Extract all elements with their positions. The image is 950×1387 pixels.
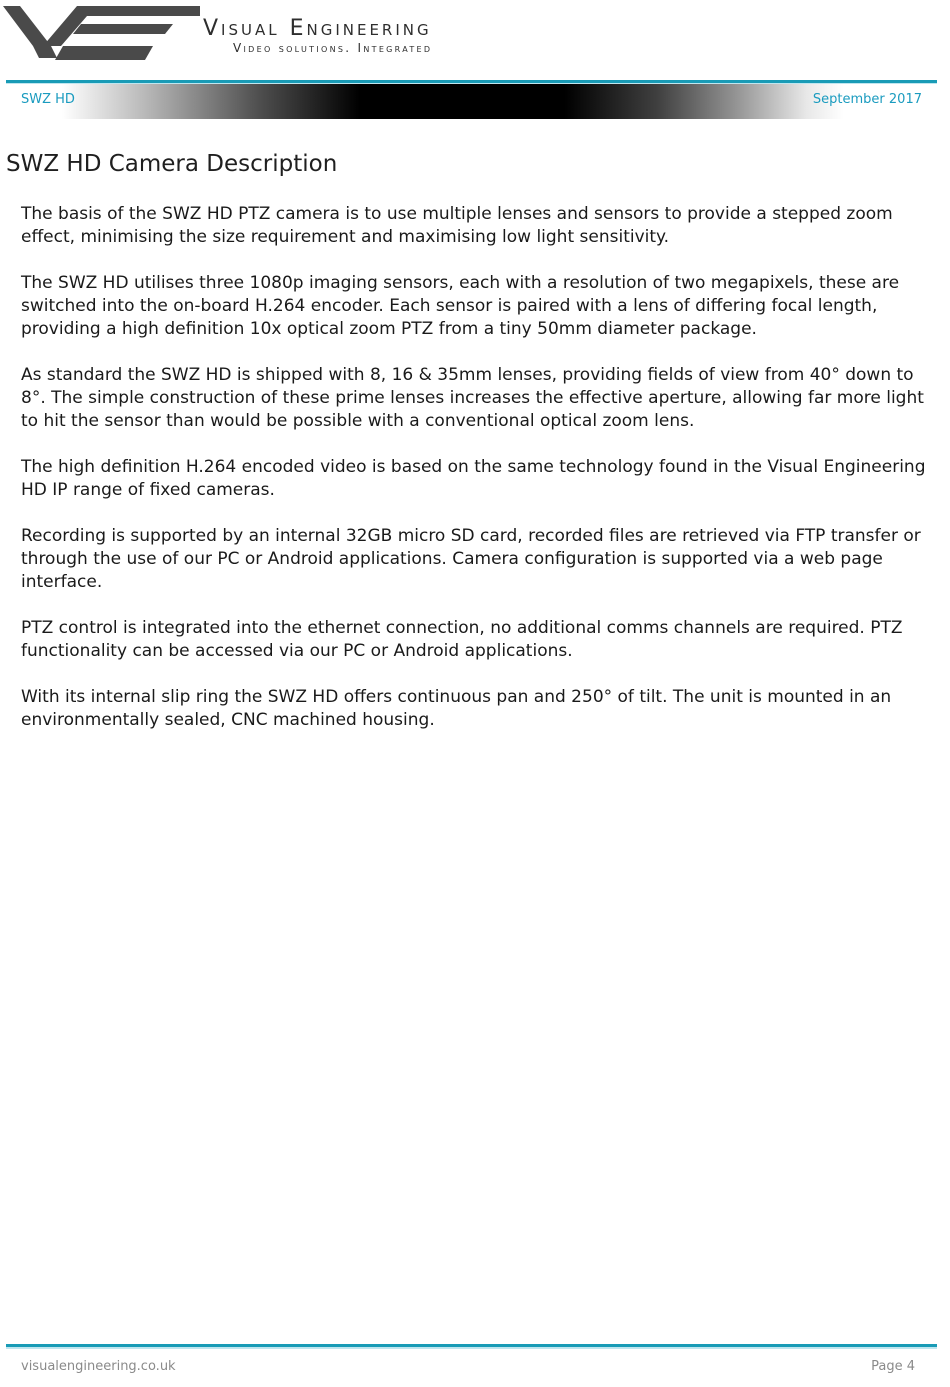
body-text [21, 203, 926, 755]
paragraph: The high definition H.264 encoded video is based on the same technology found in the Visual Engineering HD IP range of fixed cameras. [21, 457, 926, 500]
footer-rule-light [6, 1347, 937, 1349]
paragraph: As standard the SWZ HD is shipped with 8, 16 & 35mm lenses, providing fields of view from 40° down to 8°. The simple construction of these prime lenses increases the effective aperture, allowing far more light to hit the sensor than would be possible with a conventional optical zoom lens. [21, 365, 924, 431]
brand-name: Visual Engineering [203, 16, 432, 41]
paragraph: The SWZ HD utilises three 1080p imaging sensors, each with a resolution of two megapixels, these are switched into the on-board H.264 encoder. Each sensor is paired with a lens of differing focal length, providing a high definition 10x optical zoom PTZ from a tiny 50mm diameter package. [21, 273, 900, 339]
paragraph: With its internal slip ring the SWZ HD offers continuous pan and 250° of tilt. The unit is mounted in an environmentally sealed, CNC machined housing. [21, 687, 892, 730]
paragraph: Recording is supported by an internal 32GB micro SD card, recorded files are retrieved via FTP transfer or through the use of our PC or Android applications. Camera configuration is supported via a web page interface. [21, 526, 921, 592]
paragraph: The basis of the SWZ HD PTZ camera is to use multiple lenses and sensors to provide a stepped zoom effect, minimising the size requirement and maximising low light sensitivity. [21, 204, 893, 247]
header-date: September 2017 [812, 92, 922, 107]
paragraph: PTZ control is integrated into the ethernet connection, no additional comms channels are required. PTZ functionality can be accessed via our PC or Android applications. [21, 618, 903, 661]
footer-page-number: Page 4 [871, 1359, 915, 1374]
header-product-label: SWZ HD [21, 92, 75, 107]
footer-website: visualengineering.co.uk [21, 1359, 176, 1374]
ve-logo-icon [3, 2, 203, 64]
brand-tagline: Video solutions. Integrated [233, 41, 433, 55]
page-title: SWZ HD Camera Description [6, 151, 338, 177]
header-gradient-band [6, 84, 937, 119]
